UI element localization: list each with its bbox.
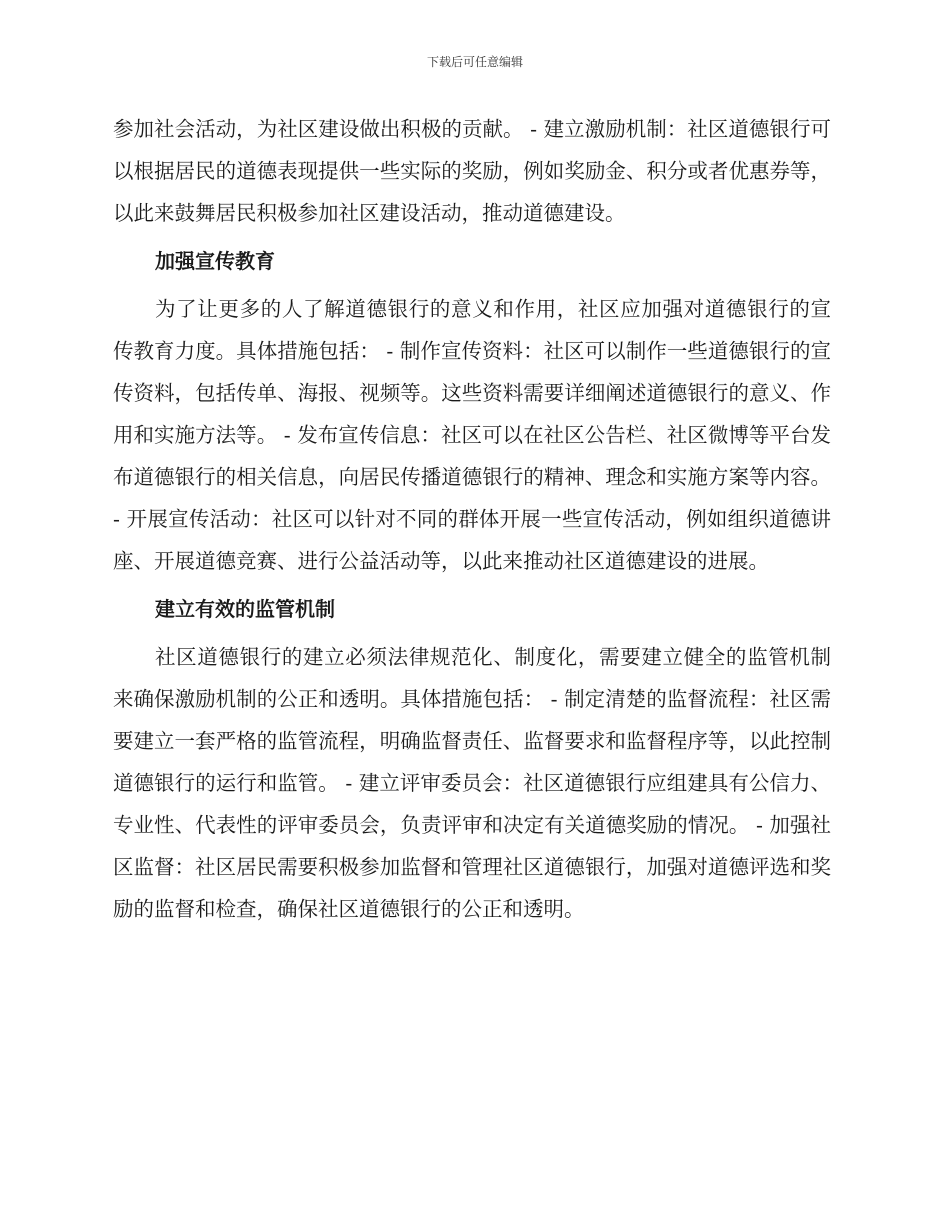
- paragraph-publicity: 为了让更多的人了解道德银行的意义和作用，社区应加强对道德银行的宣传教育力度。具体措施包括： - 制作宣传资料：社区可以制作一些道德银行的宣传资料，包括传单、海报、视频等。这些资料需要详细阐述道德银行的意义、作用和实施方法等。 - 发布宣传信息：社区可以在社区公告栏、社区微博等平台发布道德银行的相关信息，向居民传播道德银行的精神、理念和实施方案等内容。 - 开展宣传活动：社区可以针对不同的群体开展一些宣传活动，例如组织道德讲座、开展道德竞赛、进行公益活动等，以此来推动社区道德建设的进展。: [113, 297, 831, 573]
- paragraph-incentive-continued: 参加社会活动，为社区建设做出积极的贡献。 - 建立激励机制：社区道德银行可以根据居民的道德表现提供一些实际的奖励，例如奖励金、积分或者优惠券等，以此来鼓舞居民积极参加社区建设活动，推动道德建设。: [113, 117, 831, 225]
- section-heading-supervision: 建立有效的监管机制: [155, 597, 335, 621]
- page-header: 下载后可任意编辑: [426, 55, 523, 69]
- paragraph-supervision: 社区道德银行的建立必须法律规范化、制度化，需要建立健全的监管机制来确保激励机制的公正和透明。具体措施包括： - 制定清楚的监督流程：社区需要建立一套严格的监管流程，明确监督责任、监督要求和监督程序等，以此控制道德银行的运行和监管。 - 建立评审委员会：社区道德银行应组建具有公信力、专业性、代表性的评审委员会，负责评审和决定有关道德奖励的情况。 - 加强社区监督：社区居民需要积极参加监督和管理社区道德银行，加强对道德评选和奖励的监督和检查，确保社区道德银行的公正和透明。: [113, 645, 831, 921]
- section-heading-publicity: 加强宣传教育: [155, 249, 275, 273]
- document-body: [113, 108, 831, 930]
